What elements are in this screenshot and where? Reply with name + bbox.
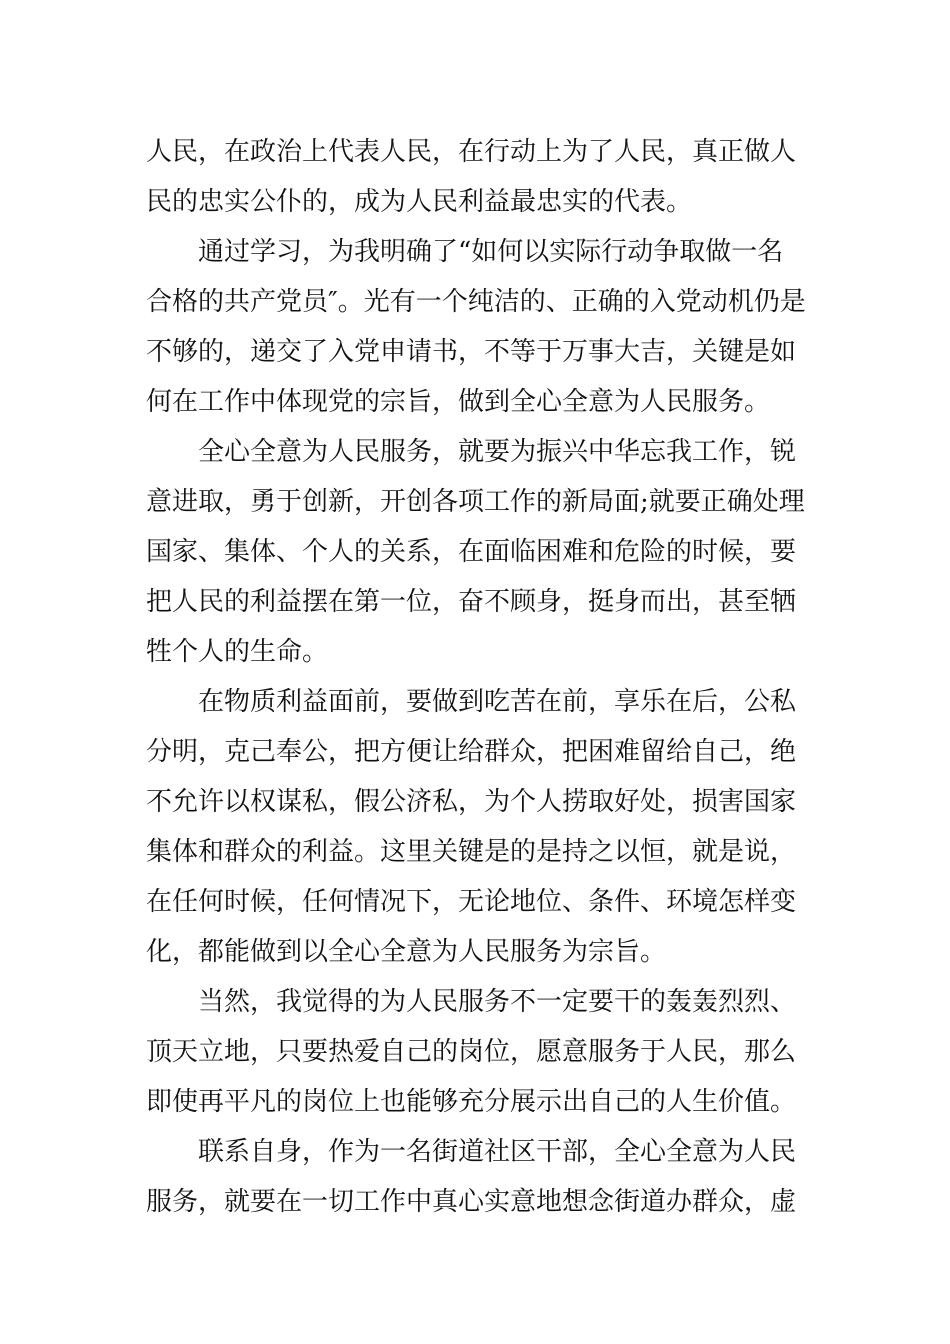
paragraph-first-line: 通过学习，为我明确了“如何以实际行动争取做一名: [198, 237, 784, 267]
paragraph-first-line: 全心全意为人民服务，就要为振兴中华忘我工作，锐: [198, 437, 797, 467]
text-line: 牲个人的生命。: [146, 637, 329, 667]
text-line: 不允许以权谋私，假公济私，为个人捞取好处，损害国家: [146, 787, 797, 817]
paragraph-first-line: 当然，我觉得的为人民服务不一定要干的轰轰烈烈、: [198, 987, 797, 1017]
text-line: 分明，克己奉公，把方便让给群众，把困难留给自己，绝: [146, 737, 797, 767]
text-line: 集体和群众的利益。这里关键是的是持之以恒，就是说，: [146, 837, 797, 867]
text-line: 人民，在政治上代表人民，在行动上为了人民，真正做人: [146, 137, 797, 167]
paragraph-first-line: 联系自身，作为一名街道社区干部，全心全意为人民: [198, 1137, 797, 1167]
paragraph-first-line: 在物质利益面前，要做到吃苦在前，享乐在后，公私: [198, 687, 797, 717]
text-line: 民的忠实公仆的，成为人民利益最忠实的代表。: [146, 187, 693, 217]
text-line: 何在工作中体现党的宗旨，做到全心全意为人民服务。: [146, 387, 771, 417]
text-line: 不够的，递交了入党申请书，不等于万事大吉，关键是如: [146, 337, 797, 367]
text-line: 服务，就要在一切工作中真心实意地想念街道办群众，虚: [146, 1187, 797, 1217]
text-line: 顶天立地，只要热爱自己的岗位，愿意服务于人民，那么: [146, 1037, 797, 1067]
text-line: 在任何时候，任何情况下，无论地位、条件、环境怎样变: [146, 887, 797, 917]
text-line: 即使再平凡的岗位上也能够充分展示出自己的人生价值。: [146, 1087, 797, 1117]
text-line: 合格的共产党员″。光有一个纯洁的、正确的入党动机仍是: [146, 287, 806, 317]
text-line: 意进取，勇于创新，开创各项工作的新局面;就要正确处理: [146, 487, 805, 517]
text-line: 国家、集体、个人的关系，在面临困难和危险的时候，要: [146, 537, 797, 567]
text-line: 化，都能做到以全心全意为人民服务为宗旨。: [146, 937, 667, 967]
text-line: 把人民的利益摆在第一位，奋不顾身，挺身而出，甚至牺: [146, 587, 797, 617]
